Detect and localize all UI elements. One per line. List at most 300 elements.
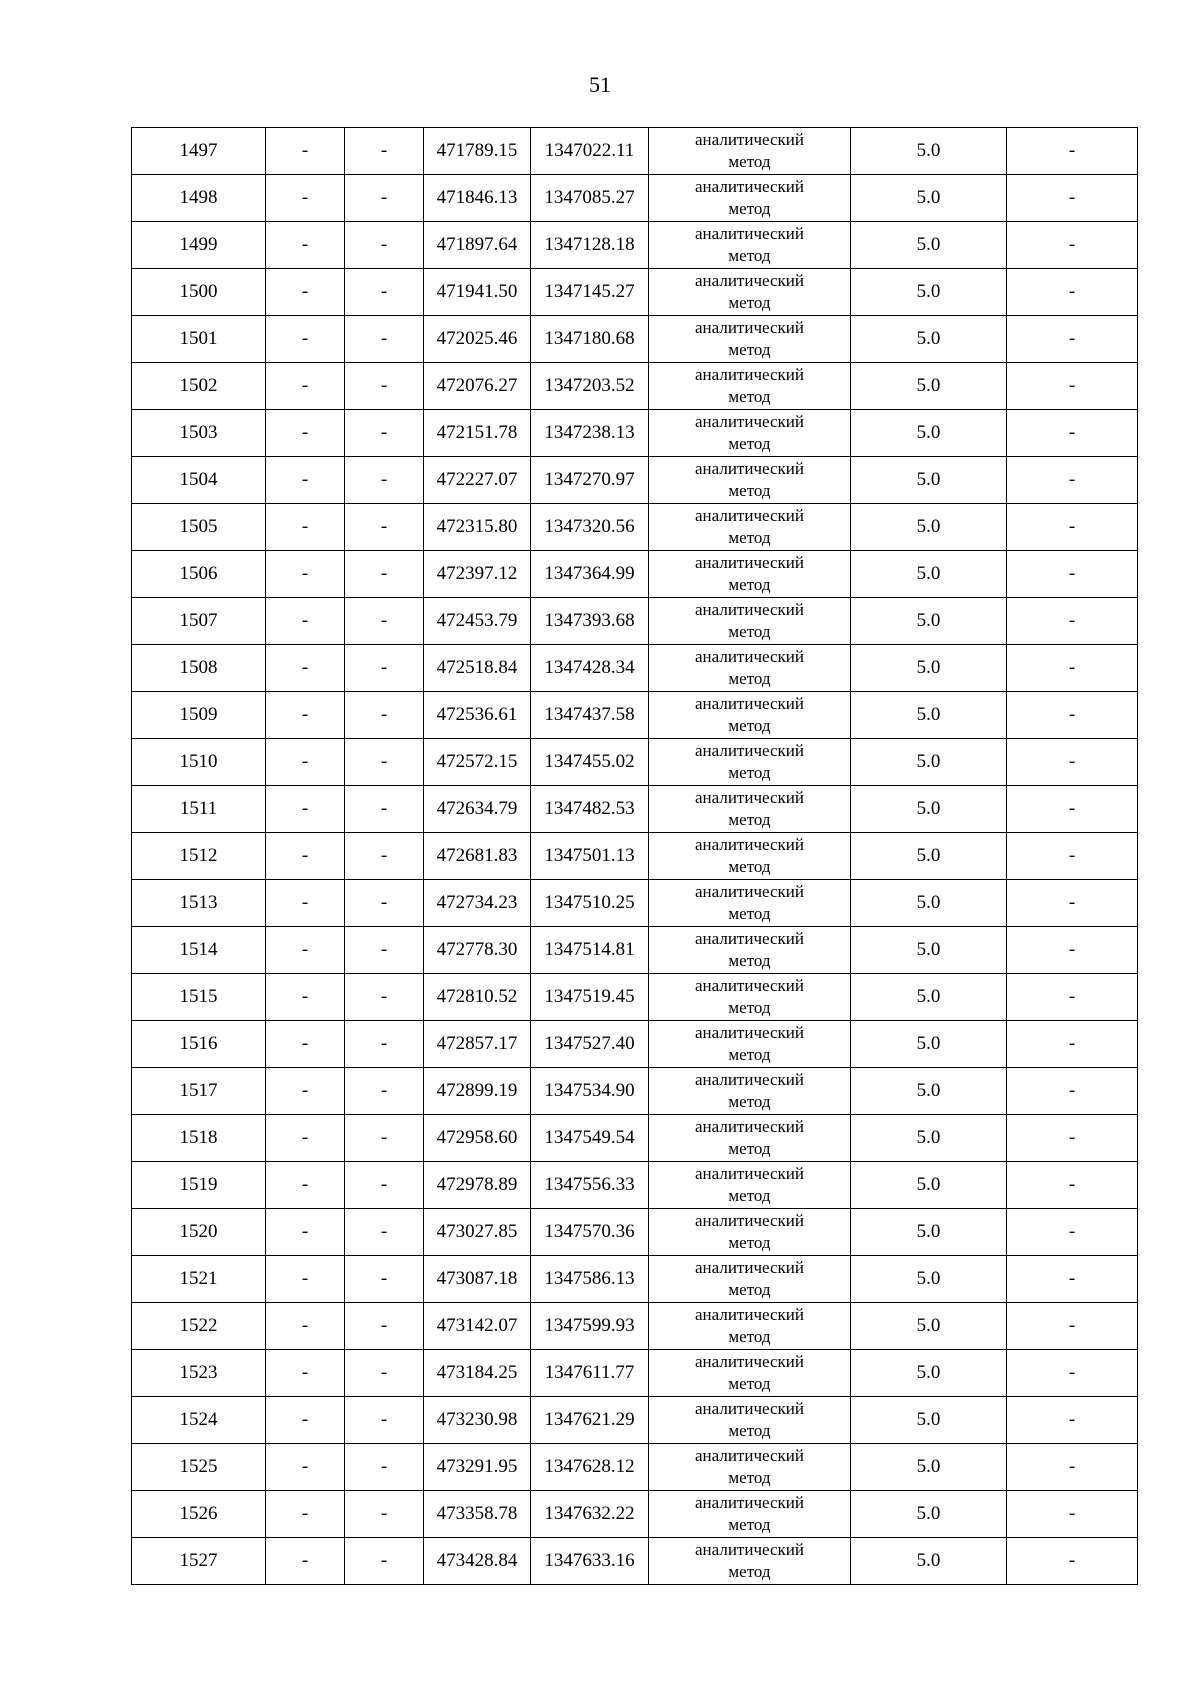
x-coordinate-cell: 473428.84: [424, 1538, 531, 1585]
note-cell: -: [1007, 1491, 1138, 1538]
method-line-2: метод: [728, 1515, 771, 1534]
method-line-2: метод: [728, 998, 771, 1017]
y-coordinate-cell: 1347556.33: [531, 1162, 649, 1209]
y-coordinate-cell: 1347514.81: [531, 927, 649, 974]
point-number-cell: 1510: [132, 739, 266, 786]
accuracy-cell: 5.0: [851, 363, 1007, 410]
method-cell: [649, 457, 851, 504]
x-coordinate-cell: 471846.13: [424, 175, 531, 222]
coordinates-table: [131, 127, 1138, 1585]
column-3-cell: -: [345, 1162, 424, 1209]
method-line-1: аналитический: [695, 365, 804, 384]
method-line-1: аналитический: [695, 1023, 804, 1042]
method-line-2: метод: [728, 716, 771, 735]
note-cell: -: [1007, 1444, 1138, 1491]
method-line-2: метод: [728, 293, 771, 312]
column-2-cell: -: [266, 1397, 345, 1444]
table-row: [132, 457, 1138, 504]
column-3-cell: -: [345, 1491, 424, 1538]
y-coordinate-cell: 1347570.36: [531, 1209, 649, 1256]
point-number-cell: 1519: [132, 1162, 266, 1209]
table-row: [132, 316, 1138, 363]
column-3-cell: -: [345, 457, 424, 504]
method-cell: [649, 316, 851, 363]
column-3-cell: -: [345, 786, 424, 833]
column-3-cell: -: [345, 692, 424, 739]
table-row: [132, 1115, 1138, 1162]
accuracy-cell: 5.0: [851, 1256, 1007, 1303]
column-2-cell: -: [266, 410, 345, 457]
note-cell: -: [1007, 269, 1138, 316]
x-coordinate-cell: 472899.19: [424, 1068, 531, 1115]
method-line-1: аналитический: [695, 1540, 804, 1559]
y-coordinate-cell: 1347393.68: [531, 598, 649, 645]
column-2-cell: -: [266, 269, 345, 316]
x-coordinate-cell: 473142.07: [424, 1303, 531, 1350]
column-3-cell: -: [345, 645, 424, 692]
column-3-cell: -: [345, 880, 424, 927]
table-row: [132, 222, 1138, 269]
method-cell: [649, 504, 851, 551]
accuracy-cell: 5.0: [851, 551, 1007, 598]
table-row: [132, 786, 1138, 833]
column-3-cell: -: [345, 175, 424, 222]
method-cell: [649, 222, 851, 269]
table-row: [132, 410, 1138, 457]
column-2-cell: -: [266, 739, 345, 786]
column-3-cell: -: [345, 128, 424, 175]
accuracy-cell: 5.0: [851, 1303, 1007, 1350]
column-2-cell: -: [266, 1350, 345, 1397]
table-row: [132, 927, 1138, 974]
column-2-cell: -: [266, 1209, 345, 1256]
table-row: [132, 1491, 1138, 1538]
accuracy-cell: 5.0: [851, 175, 1007, 222]
method-line-2: метод: [728, 434, 771, 453]
method-line-1: аналитический: [695, 600, 804, 619]
note-cell: -: [1007, 645, 1138, 692]
column-3-cell: -: [345, 1209, 424, 1256]
method-line-1: аналитический: [695, 318, 804, 337]
column-2-cell: -: [266, 1256, 345, 1303]
method-cell: [649, 598, 851, 645]
y-coordinate-cell: 1347238.13: [531, 410, 649, 457]
method-cell: [649, 1209, 851, 1256]
method-line-1: аналитический: [695, 1446, 804, 1465]
method-line-1: аналитический: [695, 553, 804, 572]
point-number-cell: 1523: [132, 1350, 266, 1397]
accuracy-cell: 5.0: [851, 457, 1007, 504]
method-line-2: метод: [728, 1092, 771, 1111]
column-3-cell: -: [345, 1444, 424, 1491]
table-row: [132, 175, 1138, 222]
method-cell: [649, 1444, 851, 1491]
column-3-cell: -: [345, 1303, 424, 1350]
column-2-cell: -: [266, 645, 345, 692]
note-cell: -: [1007, 1068, 1138, 1115]
x-coordinate-cell: 472681.83: [424, 833, 531, 880]
accuracy-cell: 5.0: [851, 1397, 1007, 1444]
x-coordinate-cell: 471897.64: [424, 222, 531, 269]
y-coordinate-cell: 1347611.77: [531, 1350, 649, 1397]
note-cell: -: [1007, 786, 1138, 833]
method-line-1: аналитический: [695, 647, 804, 666]
method-line-1: аналитический: [695, 271, 804, 290]
method-cell: [649, 1491, 851, 1538]
column-3-cell: -: [345, 269, 424, 316]
x-coordinate-cell: 471789.15: [424, 128, 531, 175]
note-cell: -: [1007, 504, 1138, 551]
y-coordinate-cell: 1347534.90: [531, 1068, 649, 1115]
column-2-cell: -: [266, 128, 345, 175]
table-row: [132, 1162, 1138, 1209]
point-number-cell: 1498: [132, 175, 266, 222]
method-cell: [649, 363, 851, 410]
table-row: [132, 1068, 1138, 1115]
x-coordinate-cell: 472227.07: [424, 457, 531, 504]
column-3-cell: -: [345, 739, 424, 786]
column-2-cell: -: [266, 1162, 345, 1209]
method-cell: [649, 739, 851, 786]
column-3-cell: -: [345, 598, 424, 645]
method-line-1: аналитический: [695, 1305, 804, 1324]
method-cell: [649, 1256, 851, 1303]
note-cell: -: [1007, 927, 1138, 974]
column-3-cell: -: [345, 833, 424, 880]
method-line-1: аналитический: [695, 224, 804, 243]
method-cell: [649, 786, 851, 833]
method-line-2: метод: [728, 1374, 771, 1393]
point-number-cell: 1526: [132, 1491, 266, 1538]
table-row: [132, 1209, 1138, 1256]
column-3-cell: -: [345, 222, 424, 269]
column-2-cell: -: [266, 692, 345, 739]
accuracy-cell: 5.0: [851, 880, 1007, 927]
method-line-2: метод: [728, 1045, 771, 1064]
method-cell: [649, 1162, 851, 1209]
method-line-1: аналитический: [695, 506, 804, 525]
point-number-cell: 1503: [132, 410, 266, 457]
method-line-1: аналитический: [695, 929, 804, 948]
column-3-cell: -: [345, 1256, 424, 1303]
note-cell: -: [1007, 410, 1138, 457]
x-coordinate-cell: 472572.15: [424, 739, 531, 786]
accuracy-cell: 5.0: [851, 739, 1007, 786]
method-line-1: аналитический: [695, 1211, 804, 1230]
x-coordinate-cell: 472315.80: [424, 504, 531, 551]
method-line-1: аналитический: [695, 835, 804, 854]
y-coordinate-cell: 1347145.27: [531, 269, 649, 316]
y-coordinate-cell: 1347270.97: [531, 457, 649, 504]
y-coordinate-cell: 1347501.13: [531, 833, 649, 880]
method-line-2: метод: [728, 152, 771, 171]
accuracy-cell: 5.0: [851, 316, 1007, 363]
column-2-cell: -: [266, 1115, 345, 1162]
y-coordinate-cell: 1347632.22: [531, 1491, 649, 1538]
method-line-2: метод: [728, 481, 771, 500]
y-coordinate-cell: 1347510.25: [531, 880, 649, 927]
x-coordinate-cell: 472857.17: [424, 1021, 531, 1068]
column-2-cell: -: [266, 1068, 345, 1115]
column-2-cell: -: [266, 1021, 345, 1068]
point-number-cell: 1514: [132, 927, 266, 974]
method-line-2: метод: [728, 340, 771, 359]
method-cell: [649, 128, 851, 175]
x-coordinate-cell: 472634.79: [424, 786, 531, 833]
method-cell: [649, 974, 851, 1021]
point-number-cell: 1507: [132, 598, 266, 645]
x-coordinate-cell: 471941.50: [424, 269, 531, 316]
column-2-cell: -: [266, 927, 345, 974]
method-cell: [649, 269, 851, 316]
point-number-cell: 1518: [132, 1115, 266, 1162]
note-cell: -: [1007, 1162, 1138, 1209]
method-line-2: метод: [728, 1327, 771, 1346]
method-line-2: метод: [728, 857, 771, 876]
table-row: [132, 833, 1138, 880]
method-line-2: метод: [728, 1139, 771, 1158]
method-line-1: аналитический: [695, 1164, 804, 1183]
accuracy-cell: 5.0: [851, 692, 1007, 739]
note-cell: -: [1007, 1115, 1138, 1162]
method-cell: [649, 880, 851, 927]
x-coordinate-cell: 473184.25: [424, 1350, 531, 1397]
method-cell: [649, 1115, 851, 1162]
x-coordinate-cell: 472778.30: [424, 927, 531, 974]
column-3-cell: -: [345, 316, 424, 363]
y-coordinate-cell: 1347519.45: [531, 974, 649, 1021]
accuracy-cell: 5.0: [851, 645, 1007, 692]
column-2-cell: -: [266, 175, 345, 222]
accuracy-cell: 5.0: [851, 1491, 1007, 1538]
method-cell: [649, 175, 851, 222]
accuracy-cell: 5.0: [851, 222, 1007, 269]
method-line-2: метод: [728, 951, 771, 970]
y-coordinate-cell: 1347549.54: [531, 1115, 649, 1162]
table-row: [132, 269, 1138, 316]
method-line-1: аналитический: [695, 130, 804, 149]
x-coordinate-cell: 472958.60: [424, 1115, 531, 1162]
y-coordinate-cell: 1347599.93: [531, 1303, 649, 1350]
point-number-cell: 1516: [132, 1021, 266, 1068]
column-2-cell: -: [266, 1491, 345, 1538]
accuracy-cell: 5.0: [851, 504, 1007, 551]
x-coordinate-cell: 473230.98: [424, 1397, 531, 1444]
method-line-1: аналитический: [695, 1493, 804, 1512]
accuracy-cell: 5.0: [851, 128, 1007, 175]
point-number-cell: 1506: [132, 551, 266, 598]
column-3-cell: -: [345, 363, 424, 410]
point-number-cell: 1525: [132, 1444, 266, 1491]
method-line-1: аналитический: [695, 976, 804, 995]
note-cell: -: [1007, 363, 1138, 410]
accuracy-cell: 5.0: [851, 269, 1007, 316]
note-cell: -: [1007, 1209, 1138, 1256]
method-line-1: аналитический: [695, 177, 804, 196]
column-2-cell: -: [266, 316, 345, 363]
method-line-2: метод: [728, 1421, 771, 1440]
method-line-1: аналитический: [695, 1258, 804, 1277]
x-coordinate-cell: 472536.61: [424, 692, 531, 739]
method-cell: [649, 833, 851, 880]
accuracy-cell: 5.0: [851, 786, 1007, 833]
method-cell: [649, 692, 851, 739]
column-2-cell: -: [266, 363, 345, 410]
table-row: [132, 974, 1138, 1021]
method-line-2: метод: [728, 528, 771, 547]
method-line-2: метод: [728, 763, 771, 782]
column-3-cell: -: [345, 410, 424, 457]
x-coordinate-cell: 472397.12: [424, 551, 531, 598]
table-row: [132, 692, 1138, 739]
note-cell: -: [1007, 692, 1138, 739]
point-number-cell: 1521: [132, 1256, 266, 1303]
note-cell: -: [1007, 833, 1138, 880]
point-number-cell: 1508: [132, 645, 266, 692]
column-3-cell: -: [345, 1397, 424, 1444]
note-cell: -: [1007, 316, 1138, 363]
method-line-2: метод: [728, 1186, 771, 1205]
method-line-2: метод: [728, 810, 771, 829]
method-cell: [649, 1397, 851, 1444]
point-number-cell: 1522: [132, 1303, 266, 1350]
note-cell: -: [1007, 974, 1138, 1021]
column-3-cell: -: [345, 551, 424, 598]
column-2-cell: -: [266, 880, 345, 927]
point-number-cell: 1524: [132, 1397, 266, 1444]
method-line-1: аналитический: [695, 788, 804, 807]
table-row: [132, 128, 1138, 175]
method-line-2: метод: [728, 669, 771, 688]
column-3-cell: -: [345, 927, 424, 974]
table-row: [132, 363, 1138, 410]
point-number-cell: 1511: [132, 786, 266, 833]
table-row: [132, 1538, 1138, 1585]
method-line-2: метод: [728, 199, 771, 218]
y-coordinate-cell: 1347527.40: [531, 1021, 649, 1068]
table-row: [132, 880, 1138, 927]
column-3-cell: -: [345, 1068, 424, 1115]
column-3-cell: -: [345, 1350, 424, 1397]
note-cell: -: [1007, 551, 1138, 598]
column-2-cell: -: [266, 1444, 345, 1491]
table-row: [132, 739, 1138, 786]
note-cell: -: [1007, 1397, 1138, 1444]
point-number-cell: 1509: [132, 692, 266, 739]
method-line-1: аналитический: [695, 741, 804, 760]
point-number-cell: 1499: [132, 222, 266, 269]
accuracy-cell: 5.0: [851, 598, 1007, 645]
x-coordinate-cell: 473358.78: [424, 1491, 531, 1538]
accuracy-cell: 5.0: [851, 1538, 1007, 1585]
table-body: [132, 128, 1138, 1585]
column-2-cell: -: [266, 457, 345, 504]
table-row: [132, 598, 1138, 645]
x-coordinate-cell: 472978.89: [424, 1162, 531, 1209]
point-number-cell: 1497: [132, 128, 266, 175]
method-cell: [649, 645, 851, 692]
x-coordinate-cell: 472518.84: [424, 645, 531, 692]
table-row: [132, 551, 1138, 598]
method-cell: [649, 1021, 851, 1068]
note-cell: -: [1007, 1350, 1138, 1397]
method-line-2: метод: [728, 1280, 771, 1299]
column-2-cell: -: [266, 1538, 345, 1585]
method-cell: [649, 927, 851, 974]
x-coordinate-cell: 473087.18: [424, 1256, 531, 1303]
column-2-cell: -: [266, 504, 345, 551]
method-cell: [649, 1068, 851, 1115]
note-cell: -: [1007, 598, 1138, 645]
table-row: [132, 1303, 1138, 1350]
accuracy-cell: 5.0: [851, 1209, 1007, 1256]
y-coordinate-cell: 1347633.16: [531, 1538, 649, 1585]
method-cell: [649, 1350, 851, 1397]
note-cell: -: [1007, 739, 1138, 786]
y-coordinate-cell: 1347320.56: [531, 504, 649, 551]
x-coordinate-cell: 472151.78: [424, 410, 531, 457]
y-coordinate-cell: 1347180.68: [531, 316, 649, 363]
column-2-cell: -: [266, 598, 345, 645]
column-2-cell: -: [266, 222, 345, 269]
x-coordinate-cell: 473291.95: [424, 1444, 531, 1491]
method-line-2: метод: [728, 246, 771, 265]
accuracy-cell: 5.0: [851, 410, 1007, 457]
x-coordinate-cell: 472025.46: [424, 316, 531, 363]
point-number-cell: 1515: [132, 974, 266, 1021]
note-cell: -: [1007, 457, 1138, 504]
y-coordinate-cell: 1347364.99: [531, 551, 649, 598]
y-coordinate-cell: 1347437.58: [531, 692, 649, 739]
method-line-1: аналитический: [695, 882, 804, 901]
y-coordinate-cell: 1347428.34: [531, 645, 649, 692]
table-row: [132, 1350, 1138, 1397]
method-cell: [649, 410, 851, 457]
table-row: [132, 504, 1138, 551]
note-cell: -: [1007, 1303, 1138, 1350]
method-line-1: аналитический: [695, 1352, 804, 1371]
method-line-2: метод: [728, 622, 771, 641]
column-3-cell: -: [345, 1115, 424, 1162]
column-3-cell: -: [345, 974, 424, 1021]
column-3-cell: -: [345, 504, 424, 551]
note-cell: -: [1007, 222, 1138, 269]
y-coordinate-cell: 1347586.13: [531, 1256, 649, 1303]
x-coordinate-cell: 472453.79: [424, 598, 531, 645]
accuracy-cell: 5.0: [851, 1021, 1007, 1068]
method-cell: [649, 1538, 851, 1585]
y-coordinate-cell: 1347085.27: [531, 175, 649, 222]
note-cell: -: [1007, 175, 1138, 222]
method-line-1: аналитический: [695, 1399, 804, 1418]
x-coordinate-cell: 473027.85: [424, 1209, 531, 1256]
accuracy-cell: 5.0: [851, 1444, 1007, 1491]
accuracy-cell: 5.0: [851, 974, 1007, 1021]
accuracy-cell: 5.0: [851, 927, 1007, 974]
column-3-cell: -: [345, 1538, 424, 1585]
table-row: [132, 1444, 1138, 1491]
method-line-1: аналитический: [695, 1070, 804, 1089]
note-cell: -: [1007, 1021, 1138, 1068]
column-2-cell: -: [266, 551, 345, 598]
table-row: [132, 1256, 1138, 1303]
accuracy-cell: 5.0: [851, 1162, 1007, 1209]
note-cell: -: [1007, 128, 1138, 175]
point-number-cell: 1505: [132, 504, 266, 551]
note-cell: -: [1007, 1538, 1138, 1585]
y-coordinate-cell: 1347203.52: [531, 363, 649, 410]
y-coordinate-cell: 1347128.18: [531, 222, 649, 269]
